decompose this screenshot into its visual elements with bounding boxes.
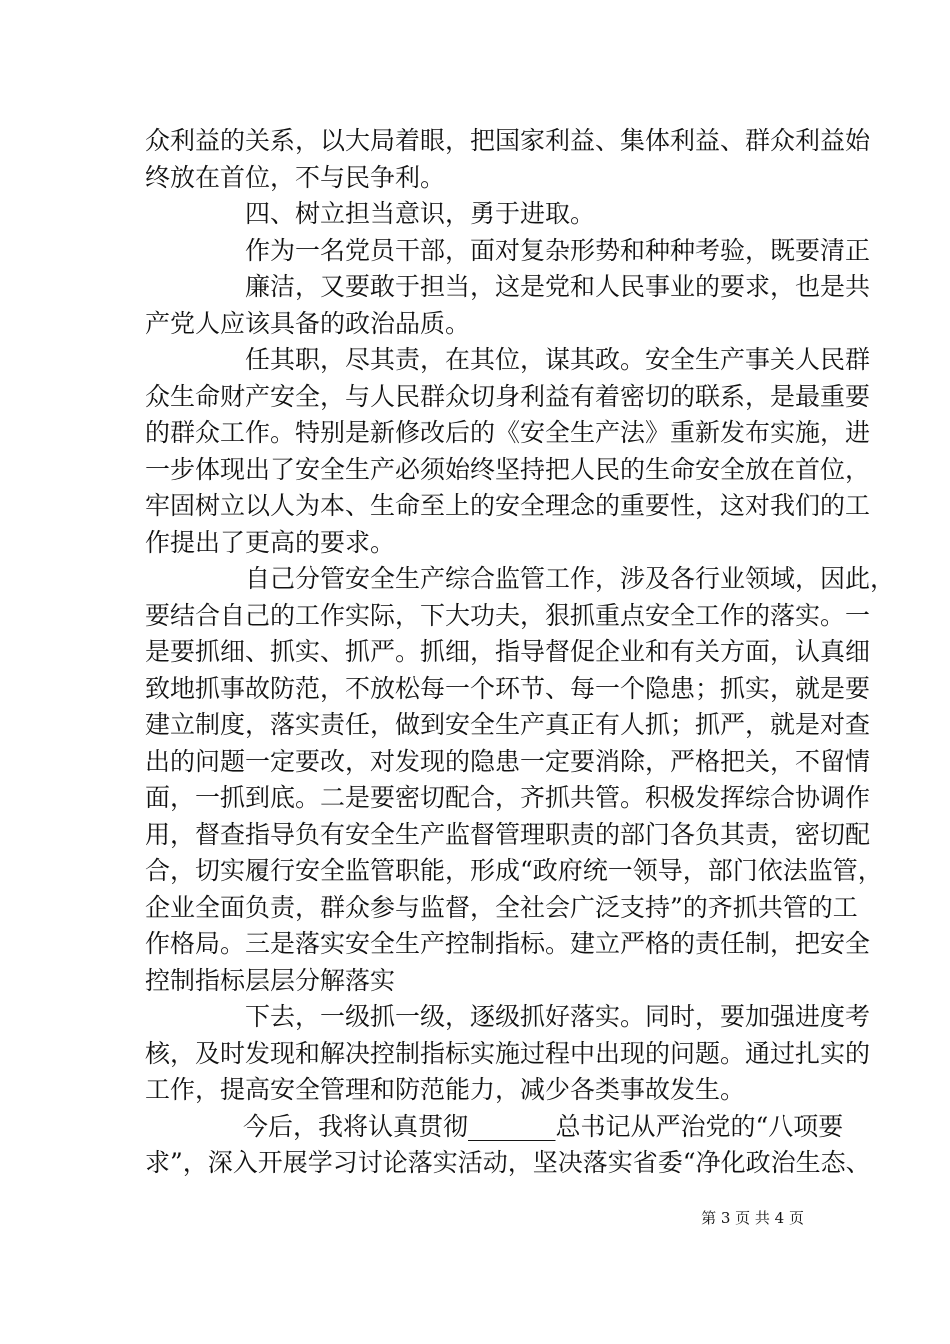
text-line: 建立制度，落实责任，做到安全生产真正有人抓；抓严，就是对查 (145, 710, 871, 739)
text-line: 致地抓事故防范，不放松每一个环节、每一个隐患；抓实，就是要 (145, 674, 871, 703)
text-line: 企业全面负责，群众参与监督，全社会广泛支持”的齐抓共管的工 (145, 893, 858, 922)
text-line: 作提出了更高的要求。 (145, 528, 396, 557)
text-line: 众利益的关系，以大局着眼，把国家利益、集体利益、群众利益始 (145, 126, 871, 155)
text-line: 自己分管安全生产综合监管工作，涉及各行业领域，因此， (245, 564, 896, 593)
text-line: 核，及时发现和解决控制指标实施过程中出现的问题。通过扎实的 (145, 1039, 871, 1068)
text-line: 今后，我将认真贯彻_______总书记从严治党的“八项要 (243, 1112, 844, 1141)
text-line: 用，督查指导负有安全生产监督管理职责的部门各负其责，密切配 (145, 820, 871, 849)
section-heading: 四、树立担当意识，勇于进取。 (245, 199, 596, 228)
text-line: 是要抓细、抓实、抓严。抓细，指导督促企业和有关方面，认真细 (145, 637, 871, 666)
text-line: 作为一名党员干部，面对复杂形势和种种考验，既要清正 (245, 236, 871, 265)
text-line: 面，一抓到底。二是要密切配合，齐抓共管。积极发挥综合协调作 (145, 783, 871, 812)
text-line: 廉洁，又要敢于担当，这是党和人民事业的要求，也是共 (245, 272, 871, 301)
text-line: 众生命财产安全，与人民群众切身利益有着密切的联系，是最重要 (145, 382, 871, 411)
text-line: 一步体现出了安全生产必须始终坚持把人民的生命安全放在首位， (145, 455, 871, 484)
text-line: 下去，一级抓一级，逐级抓好落实。同时，要加强进度考 (245, 1002, 871, 1031)
text-line: 的群众工作。特别是新修改后的《安全生产法》重新发布实施，进 (145, 418, 871, 447)
text-line: 控制指标层层分解落实 (145, 966, 396, 995)
text-line: 任其职，尽其责，在其位，谋其政。安全生产事关人民群 (245, 345, 871, 374)
text-line: 出的问题一定要改，对发现的隐患一定要消除，严格把关，不留情 (145, 747, 871, 776)
text-line: 终放在首位，不与民争利。 (145, 163, 446, 192)
text-line: 合，切实履行安全监管职能，形成“政府统一领导，部门依法监管， (145, 856, 883, 885)
text-line: 作格局。三是落实安全生产控制指标。建立严格的责任制，把安全 (145, 929, 871, 958)
text-line: 牢固树立以人为本、生命至上的安全理念的重要性，这对我们的工 (145, 491, 871, 520)
text-line: 工作，提高安全管理和防范能力，减少各类事故发生。 (145, 1075, 746, 1104)
text-line: 要结合自己的工作实际，下大功夫，狠抓重点安全工作的落实。一 (145, 601, 871, 630)
text-line: 求”，深入开展学习讨论落实活动，坚决落实省委“净化政治生态、 (145, 1148, 871, 1177)
text-line: 产党人应该具备的政治品质。 (145, 309, 471, 338)
page-number: 第 3 页 共 4 页 (701, 1209, 804, 1227)
